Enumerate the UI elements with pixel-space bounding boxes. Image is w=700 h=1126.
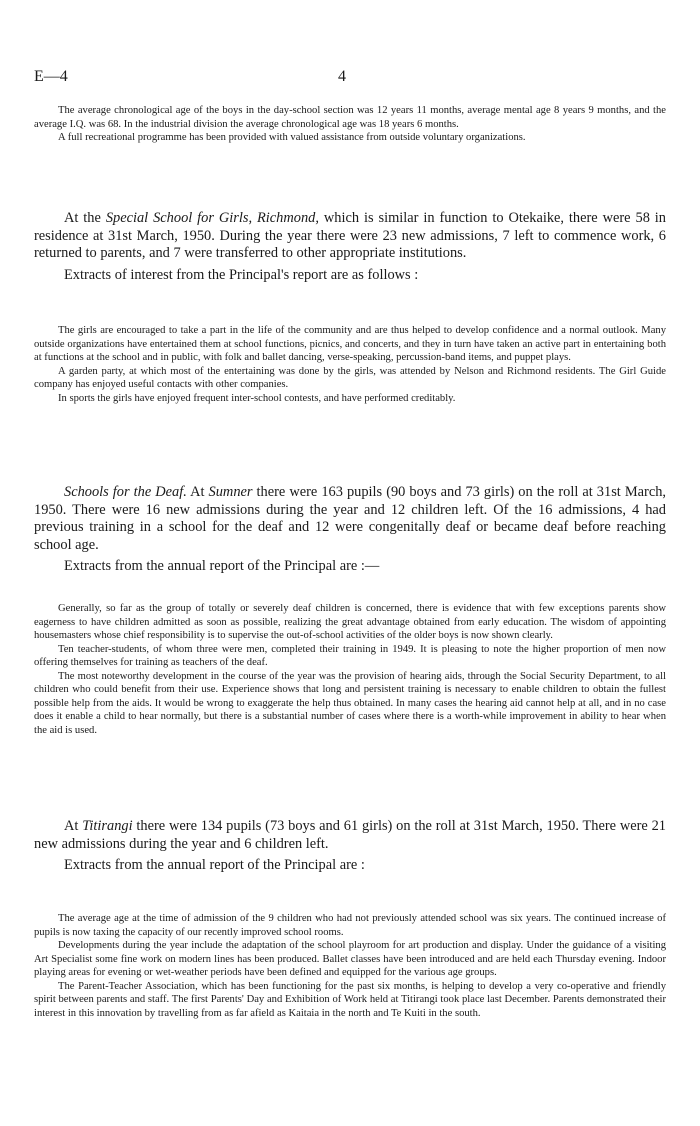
school-name: Titirangi <box>82 818 133 834</box>
extract-paragraph: A garden party, at which most of the entertaining was done by the girls, was attended by Nelson and Richmond residents. The Girl Guide company has enjoyed useful contacts with other companies. <box>34 365 666 390</box>
extract-paragraph: Generally, so far as the group of totally or severely deaf children is concerned, there is evidence that with few exceptions parents show eagerness to have children admitted as soon as possible, realizing the great advantage obtained from early education. The wisdom of appointing housemasters whose chief responsibility is to supervise the out-of-school activities of the older boys is now shown clearly. <box>34 603 666 641</box>
richmond-extract <box>34 324 666 405</box>
sumner-extract <box>34 602 666 737</box>
extract-paragraph: The most noteworthy development in the course of the year was the provision of hearing aids, through the Social Security Department, to all children who could benefit from their use. Experience shows that long and persistent training is necessary to enable children to obtain the fullest possible help from the aids. It would be wrong to exaggerate the help thus obtained. In many cases the hearing aid cannot help at all, and in no case does it enable a child to hear normally, but there is a substantial number of cases where there is a worth-while improvement in ability to hear when the aid is used. <box>34 670 666 736</box>
sumner-section <box>34 484 666 576</box>
extract-paragraph: The average age at the time of admission of the 9 children who had not previously attended school was six years. The continued increase of pupils is now taxing the capacity of our recently improved school rooms. <box>34 913 666 938</box>
richmond-section <box>34 210 666 284</box>
school-name: Special School for Girls, Richmond, <box>105 210 319 226</box>
titirangi-intro: At Titirangi there were 134 pupils (73 boys and 61 girls) on the roll at 31st March, 1950. There were 21 new admissions during the year and 6 children left. <box>34 818 666 852</box>
school-name: Sumner <box>208 484 253 500</box>
page-number: 4 <box>338 68 346 85</box>
section-heading: Schools for the Deaf. <box>64 484 187 500</box>
sumner-intro: Schools for the Deaf. At Sumner there were 163 pupils (90 boys and 73 girls) on the roll at 31st March, 1950. There were 16 new admissions during the year and 12 children left. Of the 16 admissions, 4 had previous training in a school for the deaf and 12 were congenitally deaf or became deaf before reaching school age. <box>34 484 666 553</box>
richmond-intro: At the Special School for Girls, Richmond, which is similar in function to Otekaike, there were 58 in residence at 31st March, 1950. During the year there were 23 new admissions, 7 left to commence work, 6 returned to parents, and 7 were transferred to other appropriate institutions. <box>34 210 666 261</box>
extract-paragraph: Ten teacher-students, of whom three were men, completed their training in 1949. It is pleasing to note the higher proportion of men now offering themselves for training as teachers of the deaf. <box>34 643 666 668</box>
report-reference: E—4 <box>34 68 68 85</box>
extract-paragraph: The average chronological age of the boys in the day-school section was 12 years 11 months, average mental age 8 years 9 months, and the average I.Q. was 68. In the industrial division the average chronological age was 18 years 6 months. <box>34 105 666 130</box>
extract-paragraph: In sports the girls have enjoyed frequent inter-school contests, and have performed creditably. <box>58 392 456 404</box>
titirangi-extract <box>34 912 666 1020</box>
extract-paragraph: The girls are encouraged to take a part in the life of the community and are thus helped to develop confidence and a normal outlook. Many outside organizations have entertained them at school functions, picnics, and concerts, and they in turn have taken an active part in entertaining both at functions at the school and in public, with folk and ballet dancing, verse-speaking, percussion-band items, and puppet plays. <box>34 325 666 363</box>
otekaike-extract <box>34 104 666 145</box>
extract-paragraph: The Parent-Teacher Association, which has been functioning for the past six months, is helping to develop a very co-operative and friendly spirit between parents and staff. The first Parents' Day and Exhibition of Work held at Titirangi took place last December. Parents demonstrated their interest in this innovation by travelling from as far afield as Kaitaia in the north and Te Kuiti in the south. <box>34 980 666 1019</box>
extract-paragraph: A full recreational programme has been provided with valued assistance from outside voluntary organizations. <box>58 132 526 143</box>
richmond-extracts-intro: Extracts of interest from the Principal's report are as follows : <box>64 266 419 283</box>
titirangi-section <box>34 818 666 875</box>
sumner-extracts-intro: Extracts from the annual report of the Principal are :— <box>64 558 380 574</box>
extract-paragraph: Developments during the year include the adaptation of the school playroom for art production and display. Under the guidance of a visiting Art Specialist some fine work on modern lines has been produced. Ballet classes have been introduced and are held each Thursday evening. Indoor playing areas for evening or wet-weather periods have been defined and equipped for the various age groups. <box>34 940 666 978</box>
titirangi-extracts-intro: Extracts from the annual report of the Principal are : <box>64 857 365 873</box>
